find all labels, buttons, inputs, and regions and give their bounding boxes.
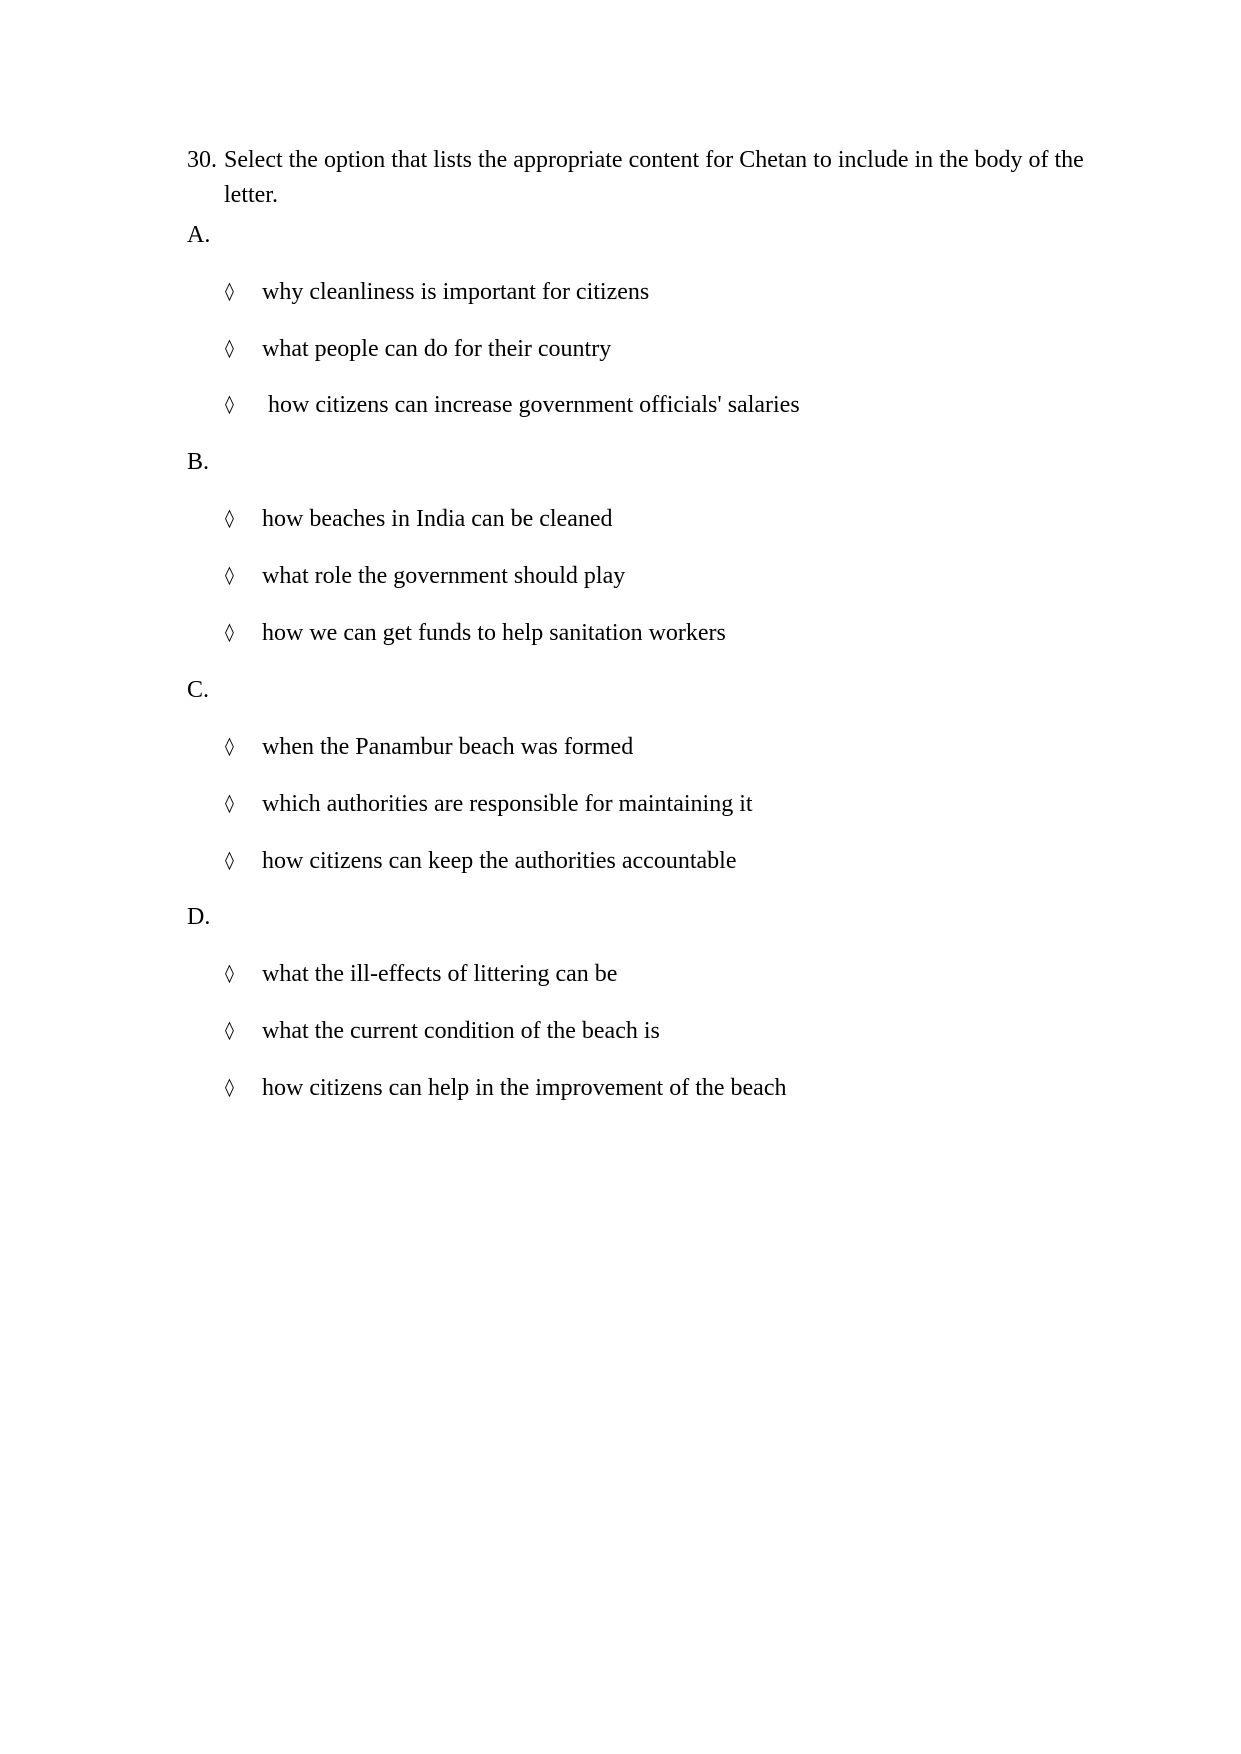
diamond-bullet-icon: ◊: [225, 1020, 234, 1041]
question-30: [187, 143, 1087, 213]
diamond-bullet-icon: ◊: [225, 508, 234, 529]
diamond-bullet-icon: ◊: [225, 793, 234, 814]
option-a-item-2: ◊ what people can do for their country: [225, 336, 612, 362]
option-c-item-2: ◊ which authorities are responsible for maintaining it: [225, 791, 753, 817]
option-d-label: D.: [187, 904, 211, 930]
option-c-item-1: ◊ when the Panambur beach was formed: [225, 734, 634, 760]
option-d-item-2: ◊ what the current condition of the beach is: [225, 1018, 660, 1044]
option-a-item-1: ◊ why cleanliness is important for citizens: [225, 279, 650, 305]
diamond-bullet-icon: ◊: [225, 338, 234, 359]
diamond-bullet-icon: ◊: [225, 565, 234, 586]
option-a-item-3: ◊ how citizens can increase government officials' salaries: [225, 392, 800, 418]
option-d-item-1: ◊ what the ill-effects of littering can be: [225, 961, 618, 987]
diamond-bullet-icon: ◊: [225, 736, 234, 757]
option-c-item-3: ◊ how citizens can keep the authorities accountable: [225, 848, 737, 874]
option-b-label: B.: [187, 449, 210, 475]
option-b-item-2: ◊ what role the government should play: [225, 563, 626, 589]
option-a-label: A.: [187, 222, 211, 248]
question-text: Select the option that lists the appropriate content for Chetan to include in the body of the letter.: [224, 147, 1084, 208]
question-number: 30.: [187, 147, 217, 173]
diamond-bullet-icon: ◊: [225, 281, 234, 302]
diamond-bullet-icon: ◊: [225, 622, 234, 643]
option-b-item-3: ◊ how we can get funds to help sanitation workers: [225, 620, 726, 646]
option-d-item-3: ◊ how citizens can help in the improvement of the beach: [225, 1075, 787, 1101]
diamond-bullet-icon: ◊: [225, 394, 234, 415]
diamond-bullet-icon: ◊: [225, 1077, 234, 1098]
option-b-item-1: ◊ how beaches in India can be cleaned: [225, 506, 613, 532]
option-c-label: C.: [187, 677, 210, 703]
diamond-bullet-icon: ◊: [225, 963, 234, 984]
diamond-bullet-icon: ◊: [225, 850, 234, 871]
